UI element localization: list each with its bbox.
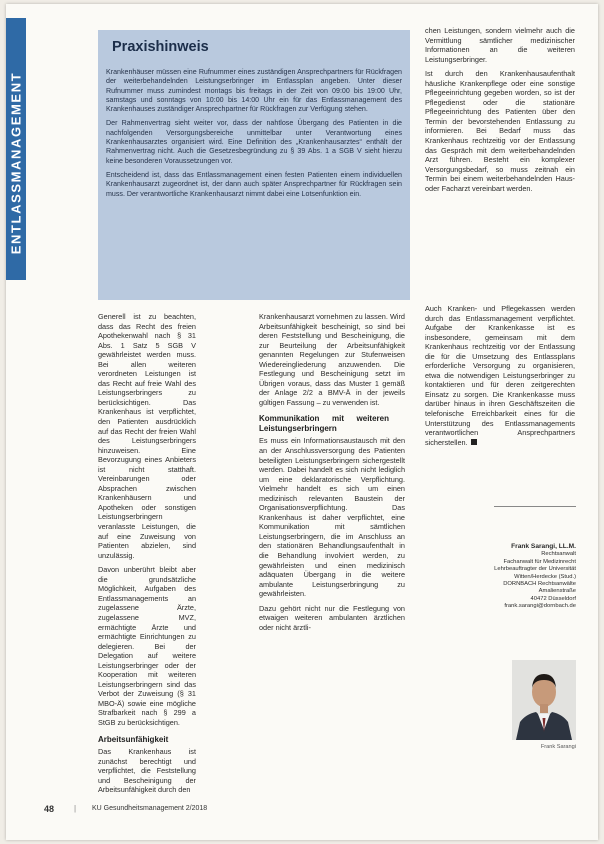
page-number: 48 [44, 804, 55, 814]
author-bio-line: Rechtsanwalt [541, 551, 576, 558]
practice-note-box [98, 30, 410, 300]
author-bio-line: frank.sarangi@dornbach.de [504, 603, 576, 610]
magazine-page [6, 4, 598, 840]
paragraph-text: Auch Kranken- und Pflegekassen werden durch das Entlassmanagement verpflichtet. Aufgabe der Krankenkasse ist es insbesondere, gemeinsam mit dem Krankenhaus rechtzeitig vor der Entlassung die für die Umsetzung des Entlassplans erforderliche Versorgung zu organisieren, etwa die notwendigen Leistungserbringer zu kontaktieren und für deren zeitgerechten Einsatz zu sorgen. Die Krankenkasse muss darüber hinaus in ihren Geschäftszeiten die telefonische Erreichbarkeit eines für die Unterstützung des Entlassmanagements verantwortlichen Ansprechpartners sicherstellen. [425, 304, 575, 447]
practice-note-paragraph: Entscheidend ist, dass das Entlassmanagement einen festen Patienten einem individuellen Krankenhausarzt zugeordnet ist, der dann auch später Ansprechpartner für Rückfragen sein muss. Der verantwortliche Krankenhausarzt nimmt dabei eine Lotsenfunktion ein. [106, 170, 402, 198]
paragraph: Dazu gehört nicht nur die Festlegung von etwaigen weiteren ambulanten ärztlichen oder nicht ärztli- [259, 603, 405, 632]
column-left [98, 312, 196, 800]
author-bio [464, 543, 576, 611]
author-bio-line: Lehrbeauftragter der Universität Witten/Herdecke (Stud.) [494, 566, 576, 580]
paragraph [425, 304, 575, 447]
paragraph: Generell ist zu beachten, dass das Recht des freien Apothekenwahl nach § 31 Abs. 1 Satz 5 SGB V gewährleistet werden muss. Bei allen weiteren verordneten Leistungen ist das Recht auf freie Wahl des Leistungserbringers zu berücksichtigen. Das Krankenhaus ist verpflichtet, den Patienten ausdrücklich auf das Recht der freien Wahl des Leistungserbringers hinzuweisen. Eine Bevorzugung eines Anbieters ist nicht statthaft. Vereinbarungen oder Absprachen zwischen Krankenhäusern und Apotheken oder sonstigen Leistungserbringern veranlasste Leistungen, die auf eine Zuweisung von Patienten abzielen, sind unzulässig. [98, 312, 196, 560]
author-bio-line: 40472 Düsseldorf [530, 595, 576, 602]
column-middle [259, 312, 405, 637]
author-bio-line: DORNBACH Rechtsanwälte [503, 581, 576, 588]
page-footer [44, 804, 564, 816]
footer-separator: | [74, 804, 77, 813]
paragraph: Krankenhausarzt vornehmen zu lassen. Wird Arbeitsunfähigkeit bescheinigt, so sind bei deren Feststellung und Bescheinigung, die zur Beurteilung der Arbeitsunfähigkeit genannten Regelungen zur Stufenweisen Wiedereingliederung anzuwenden. Die Festlegung und Bescheinigung setzt im Übrigen voraus, dass das Muster 1 gemäß der Anlage 2/2 a BMV-Ä in der jeweils gültigen Fassung – zu verwenden ist. [259, 312, 405, 407]
author-name: Frank Sarangi, LL.M. [511, 543, 576, 550]
paragraph: Ist durch den Krankenhausaufenthalt häusliche Krankenpflege oder eine sonstige Pflegeeinrichtung gegeben worden, so ist der Pflegedienst oder die stationäre Pflegeeinrichtung des Patienten über den Termin der bevorstehenden Entlassung zu informieren. Bei Bedarf muss das Krankenhaus rechtzeitig vor der Entlassung das Gespräch mit dem weiterbehandelnden Arzt führen. Besteht ein komplexer Versorgungsbedarf, so muss zeitnah ein Termin bei einem weiterbehandelnden Haus- oder Facharzt vereinbart werden. [425, 69, 575, 193]
practice-note-body [106, 68, 402, 204]
practice-note-title: Praxishinweis [112, 39, 209, 55]
paragraph: Davon unberührt bleibt aber die grundsätzliche Möglichkeit, Aufgaben des Entlassmanagements an zugelassene Ärzte, zugelassene MVZ, ermächtigte Ärzte und ermächtigte Einrichtungen zu delegieren. Bei der Delegation auf weitere Leistungserbringer oder der Kooperation mit weiteren Leistungserbringern sind das Verbot der Zuweisung (§ 31 MBO-Ä) sowie eine mögliche Strafbarkeit nach § 299 a StGB zu berücksichtigen. [98, 565, 196, 727]
author-divider [494, 506, 576, 507]
author-photo [512, 660, 576, 740]
column-right-top [425, 26, 575, 198]
end-of-article-mark [471, 439, 477, 445]
practice-note-paragraph: Der Rahmenvertrag sieht weiter vor, dass der nahtlose Übergang des Patienten in die nachfolgenden Versorgungsbereiche unmittelbar unter Verantwortung eines Krankenhausarztes organisiert wird. Eine Definition des „Krankenhausarztes“ enthält der Rahmenvertrag nicht. Auch die Gesetzesbegründung zu § 39 Abs. 1 a SGB V sieht hierzu keine besonderen Voraussetzungen vor. [106, 119, 402, 165]
practice-note-paragraph: Krankenhäuser müssen eine Rufnummer eines zuständigen Ansprechpartners für Rückfragen der weiterbehandelnden Leistungserbringer im Entlassplan angeben. Unter dieser Rufnummer muss zumindest montags bis freitags in der Zeit von 09:00 bis 19:00 Uhr, samstags und sonntags von 10:00 bis 14:00 Uhr ein für das Entlassmanagement des Krankenhauses zuständiger Ansprechpartner für Rückfragen zur Verfügung stehen. [106, 68, 402, 114]
portrait-illustration [512, 660, 576, 740]
photo-caption: Frank Sarangi [540, 744, 576, 750]
paragraph: Das Krankenhaus ist zunächst berechtigt und verpflichtet, die Feststellung und Bescheinigung der Arbeitsunfähigkeit durch den [98, 747, 196, 795]
author-bio-line: Fachanwalt für Medizinrecht [503, 558, 576, 565]
section-tab [6, 18, 26, 280]
section-label: ENTLASSMANAGEMENT [8, 71, 24, 255]
column-right-bottom [425, 304, 575, 452]
subheading-arbeitsunfaehigkeit: Arbeitsunfähigkeit [98, 734, 169, 744]
paragraph: chen Leistungen, sondern vielmehr auch die Vermittlung sämtlicher medizinischer Informationen an die weiteren Leistungserbringer. [425, 26, 575, 64]
paragraph: Es muss ein Informationsaustausch mit den an der Anschlussversorgung des Patienten beteiligten Leistungserbringern sichergestellt werden. Dabei handelt es sich nicht lediglich um eine deklaratorische Verpflichtung. Vielmehr handelt es sich um einen medizinisch relevanten Baustein der Organisationsverpflichtung. Das Krankenhaus ist daher verpflichtet, eine Kommunikation mit sämtlichen Leistungserbringern, die im Anschluss an den stationären Behandlungsaufenthalt in die Behandlung involviert werden, zu gewährleisten und einen medizinisch adäquaten Übergang in die weitere ambulante Leistungserbringung zu gewährleisten. [259, 436, 405, 599]
journal-name: KU Gesundheitsmanagement 2/2018 [92, 805, 208, 812]
subheading-kommunikation: Kommunikation mit weiteren Leistungserbringern [259, 414, 389, 433]
author-bio-line: Amalienstraße [538, 588, 576, 595]
